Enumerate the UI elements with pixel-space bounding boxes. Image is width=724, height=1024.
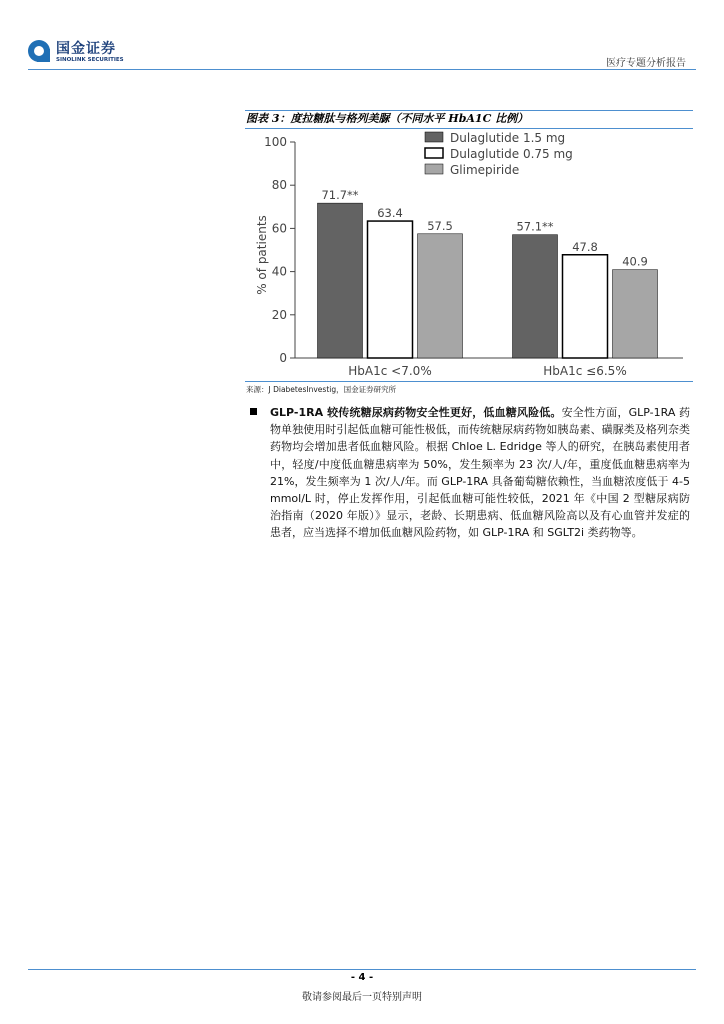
page-header <box>0 0 724 70</box>
x-category-label: HbA1c <7.0% <box>348 364 432 378</box>
data-label: 63.4 <box>377 206 403 221</box>
company-logo <box>28 38 148 68</box>
paragraph-text <box>270 404 690 542</box>
y-tick-label: 60 <box>271 221 287 236</box>
paragraph-body: 安全性方面，GLP-1RA 药物单独使用时引起低血糖可能性极低，而传统糖尿病药物如胰岛素、磺脲类及格列奈类药物均会增加患者低血糖风险。根据 Chloe L. Edridge 等人的研究，在胰岛素使用者中，轻度/中度低血糖患病率为 50%，发生频率为 23 次/人/年，重度低血糖患病率为 21%，发生频率为 1 次/人/年。而 GLP-1RA 具备葡萄糖依赖性，当血糖浓度低于 4-5 mmol/L 时，停止发挥作用，引起低血糖可能性较低，2021 年《中国 2 型糖尿病防治指南（2020 年版）》显示，老龄、长期患病、低血糖风险高以及有心血管并发症的患者，应当选择不增加低血糖风险药物，如 GLP-1RA 和 SGLT2i 类药物等。 <box>270 406 691 540</box>
data-label: 57.1** <box>516 219 554 234</box>
y-tick-label: 20 <box>271 307 287 322</box>
figure-source: 来源：J DiabetesInvestig，国金证券研究所 <box>246 385 397 394</box>
data-label: 57.5 <box>427 218 453 233</box>
bar <box>563 255 608 358</box>
legend-swatch <box>425 164 443 174</box>
y-tick-label: 40 <box>271 264 287 279</box>
y-axis-label: % of patients <box>255 215 269 295</box>
bullet-square-icon <box>250 408 257 415</box>
y-tick-label: 100 <box>264 135 287 149</box>
bar <box>513 235 558 358</box>
x-category-label: HbA1c ≤6.5% <box>543 364 627 378</box>
y-tick-label: 0 <box>279 351 287 365</box>
legend-label: Dulaglutide 0.75 mg <box>450 147 573 161</box>
data-label: 47.8 <box>572 239 598 254</box>
legend-label: Dulaglutide 1.5 mg <box>450 131 566 145</box>
data-label: 71.7** <box>321 188 359 203</box>
logo-english-name: SINOLINK SECURITIES <box>56 57 124 63</box>
bar-chart <box>245 130 693 382</box>
page-number: - 4 - <box>350 972 374 983</box>
bar <box>613 270 658 358</box>
legend-swatch <box>425 132 443 142</box>
header-divider <box>28 69 696 70</box>
paragraph-lead: GLP-1RA 较传统糖尿病药物安全性更好，低血糖风险低。 <box>270 406 562 419</box>
bar <box>318 203 363 358</box>
figure-title: 图表 3：度拉糖肽与格列美脲（不同水平 HbA1C 比例） <box>246 112 529 125</box>
logo-mark-icon <box>28 40 50 62</box>
legend-label: Glimepiride <box>450 163 520 177</box>
report-type-label: 医疗专题分析报告 <box>606 58 686 69</box>
figure-title-rule <box>245 128 693 129</box>
y-tick-label: 80 <box>271 178 287 193</box>
legend-swatch <box>425 148 443 158</box>
data-label: 40.9 <box>622 254 648 269</box>
bar <box>368 221 413 358</box>
bar <box>418 234 463 358</box>
footer-disclaimer: 敬请参阅最后一页特别声明 <box>302 992 422 1003</box>
logo-chinese-name: 国金证券 <box>56 41 116 57</box>
footer-divider <box>28 969 696 970</box>
figure-bottom-rule <box>245 381 693 382</box>
